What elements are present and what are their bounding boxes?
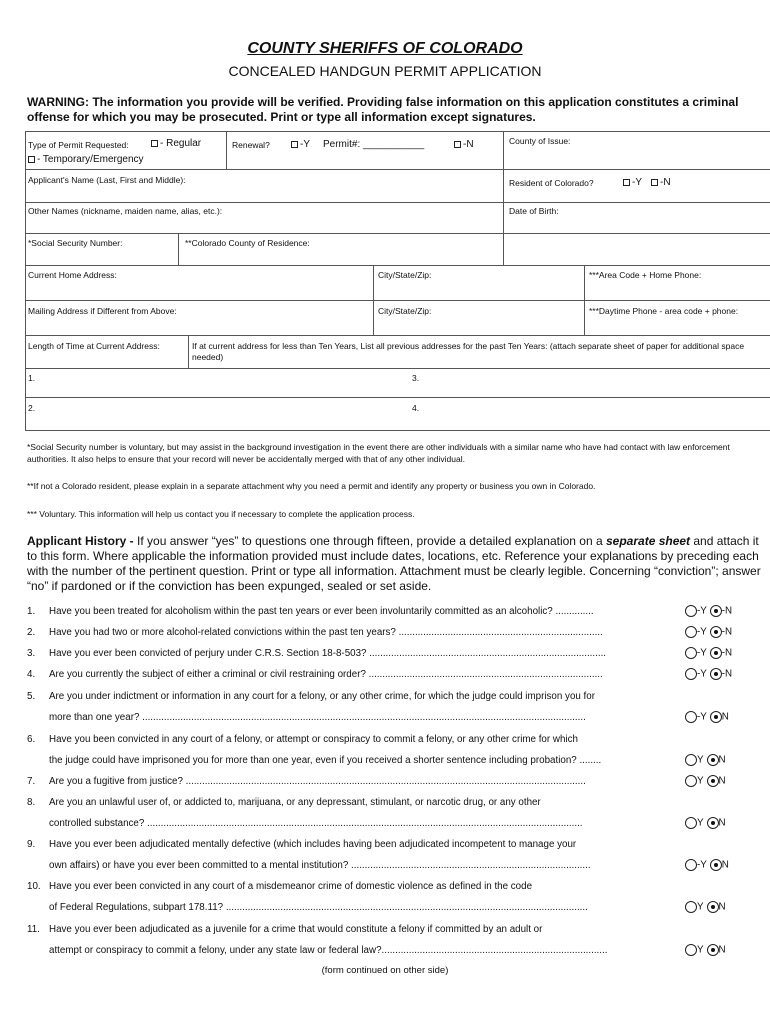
question-9-text: 9. Have you ever been adjudicated mentally defective (which includes having been adjudicated incompetent to manage your [27,839,577,850]
radio-no-icon[interactable] [707,944,719,956]
question-6-text: the judge could have imprisoned you for more than one year, even if you received a shorter sentence including probation? ........ [49,755,602,766]
radio-yes-icon[interactable] [685,901,697,913]
county-residence-field[interactable]: **Colorado County of Residence: [185,238,310,248]
length-at-address-field[interactable]: Length of Time at Current Address: [28,341,160,351]
question-2-answer [685,626,732,638]
permit-regular-option[interactable]: - Regular [151,138,201,149]
permit-type-label: Type of Permit Requested: [28,140,129,150]
resident-no-option[interactable]: -N [651,177,671,188]
question-1-text: 1. Have you been treated for alcoholism within the past ten years or ever been involuntarily committed as an alcoholic? .............. [27,606,594,617]
radio-no-icon[interactable] [710,668,722,680]
radio-no-icon[interactable] [707,901,719,913]
checkbox-icon [151,140,158,147]
home-address-field[interactable]: Current Home Address: [28,270,117,280]
question-6-text: 6. Have you been convicted in any court of a felony, or attempt or conspiracy to commit a felony, or any other crime for which [27,734,578,745]
radio-yes-icon[interactable] [685,775,697,787]
note-nonresident: **If not a Colorado resident, please explain in a separate attachment why you need a permit and identify any property or business you own in Colorado. [27,481,596,491]
ssn-field[interactable]: *Social Security Number: [28,238,123,248]
question-4-answer [685,668,732,680]
checkbox-icon [28,156,35,163]
yes-label: -Y [697,647,707,659]
applicant-history-intro: Applicant History - If you answer “yes” to questions one through fifteen, provide a detailed explanation on a separate sheet and attach it to this form. Where applicable the information provided must include dates, locations, etc. Reference your explanations by preceding each with the number of the pertinent question. Print or type all information. Attachment must be clearly legible. Concerning “conviction”; answer “no” if pardoned or if the conviction has been expunged, sealed or set aside. [27,534,761,593]
question-6-answer [685,754,726,766]
resident-label: Resident of Colorado? [509,178,594,188]
checkbox-icon [291,141,298,148]
no-label: -N [721,605,733,617]
no-label: -N [721,668,733,680]
question-7-text: 7. Are you a fugitive from justice? ................................................................................................................................................... [27,776,586,787]
question-7-answer [685,775,726,787]
mailing-city-field[interactable]: City/State/Zip: [378,306,432,316]
home-phone-field[interactable]: ***Area Code + Home Phone: [589,270,702,280]
footer-note: (form continued on other side) [321,965,449,976]
radio-no-icon[interactable] [710,626,722,638]
warning-text: WARNING: The information you provide will be verified. Providing false information on this application constitutes a criminal offense for which you may be prosecuted. Print or type all information except signatures. [27,95,739,124]
question-5-text: 5. Are you under indictment or information in any court for a felony, or any other crime, for which the judge could imprison you for [27,691,595,702]
home-city-field[interactable]: City/State/Zip: [378,270,432,280]
radio-no-icon[interactable] [707,754,719,766]
previous-address-1[interactable]: 1. [28,373,36,383]
radio-yes-icon[interactable] [685,605,697,617]
renewal-no-option[interactable]: -N [454,139,474,150]
question-9-text: own affairs) or have you ever been committed to a mental institution? ........................................................................................ [49,860,591,871]
question-5-text: more than one year? ................................................................................................................................................................... [49,712,586,723]
yes-label: Y [697,775,704,787]
radio-yes-icon[interactable] [685,668,697,680]
question-11-text: 11. Have you ever been adjudicated as a juvenile for a crime that would constitute a felony if committed by an adult or [27,924,543,935]
note-ssn: *Social Security number is voluntary, but may assist in the background investigation in the event there are other individuals with a similar name who have had contact with law enforcement authorities. It also helps to ensure that your record will never be accidentally merged with that of any other individual. [27,442,730,464]
yes-label: Y [697,754,704,766]
question-2-text: 2. Have you had two or more alcohol-related convictions within the past ten years? ........................................................................... [27,627,603,638]
radio-yes-icon[interactable] [685,859,697,871]
radio-yes-icon[interactable] [685,754,697,766]
question-10-text: 10. Have you ever been convicted in any court of a misdemeanor crime of domestic violence as defined in the code [27,881,533,892]
date-of-birth-field[interactable]: Date of Birth: [509,206,559,216]
daytime-phone-field[interactable]: ***Daytime Phone - area code + phone: [589,306,739,316]
no-label: -N [721,626,733,638]
no-label: N [718,944,726,956]
question-4-text: 4. Are you currently the subject of either a criminal or civil restraining order? ...................................................................................... [27,669,603,680]
question-1-answer [685,605,732,617]
yes-label: -Y [697,668,707,680]
no-label: N [718,775,726,787]
previous-address-2[interactable]: 2. [28,403,36,413]
question-9-answer [685,859,729,871]
question-8-text: 8. Are you an unlawful user of, or addicted to, marijuana, or any depressant, stimulant, or narcotic drug, or any other [27,797,541,808]
renewal-label: Renewal? [232,140,270,150]
previous-addresses-label: If at current address for less than Ten Years, List all previous addresses for the past Ten Years: (attach separate sheet of paper for additional space needed) [192,341,745,362]
no-label: N [721,711,729,723]
renewal-yes-option[interactable]: -Y [291,139,310,150]
no-label: N [721,859,729,871]
permit-temporary-option[interactable]: - Temporary/Emergency [28,154,144,165]
previous-address-4[interactable]: 4. [412,403,420,413]
question-8-answer [685,817,726,829]
radio-no-icon[interactable] [710,605,722,617]
radio-yes-icon[interactable] [685,647,697,659]
applicant-name-field[interactable]: Applicant's Name (Last, First and Middle): [28,175,186,185]
county-of-issue-field[interactable]: County of Issue: [509,136,571,146]
radio-yes-icon[interactable] [685,944,697,956]
yes-label: Y [697,944,704,956]
checkbox-icon [651,179,658,186]
no-label: N [718,901,726,913]
question-3-answer [685,647,732,659]
question-3-text: 3. Have you ever been convicted of perjury under C.R.S. Section 18-8-503? ....................................................................................... [27,648,607,659]
applicant-info-table [25,131,770,432]
no-label: -N [721,647,733,659]
form-title: COUNTY SHERIFFS OF COLORADO [247,40,523,57]
radio-yes-icon[interactable] [685,711,697,723]
resident-yes-option[interactable]: -Y [623,177,642,188]
yes-label: -Y [697,626,707,638]
no-label: N [718,754,726,766]
no-label: N [718,817,726,829]
radio-no-icon[interactable] [707,775,719,787]
mailing-address-field[interactable]: Mailing Address if Different from Above: [28,306,177,316]
question-5-answer [685,711,729,723]
previous-address-3[interactable]: 3. [412,373,420,383]
radio-yes-icon[interactable] [685,626,697,638]
radio-yes-icon[interactable] [685,817,697,829]
note-voluntary: *** Voluntary. This information will help us contact you if necessary to complete the application process. [27,509,415,519]
question-8-text: controlled substance? ................................................................................................................................................................ [49,818,583,829]
yes-label: Y [697,901,704,913]
question-10-text: of Federal Regulations, subpart 178.11? ..................................................................................................................................... [49,902,588,913]
yes-label: Y [697,817,704,829]
yes-label: -Y [697,605,707,617]
yes-label: -Y [697,711,707,723]
question-10-answer [685,901,726,913]
yes-label: -Y [697,859,707,871]
question-11-text: attempt or conspiracy to commit a felony, under any state law or federal law?................................................................................... [49,945,608,956]
checkbox-icon [454,141,461,148]
radio-no-icon[interactable] [707,817,719,829]
permit-number-field[interactable]: Permit#: ___________ [323,139,425,150]
other-names-field[interactable]: Other Names (nickname, maiden name, alias, etc.): [28,206,223,216]
checkbox-icon [623,179,630,186]
form-subtitle: CONCEALED HANDGUN PERMIT APPLICATION [228,63,542,79]
radio-no-icon[interactable] [710,859,722,871]
radio-no-icon[interactable] [710,711,722,723]
question-11-answer [685,944,726,956]
radio-no-icon[interactable] [710,647,722,659]
